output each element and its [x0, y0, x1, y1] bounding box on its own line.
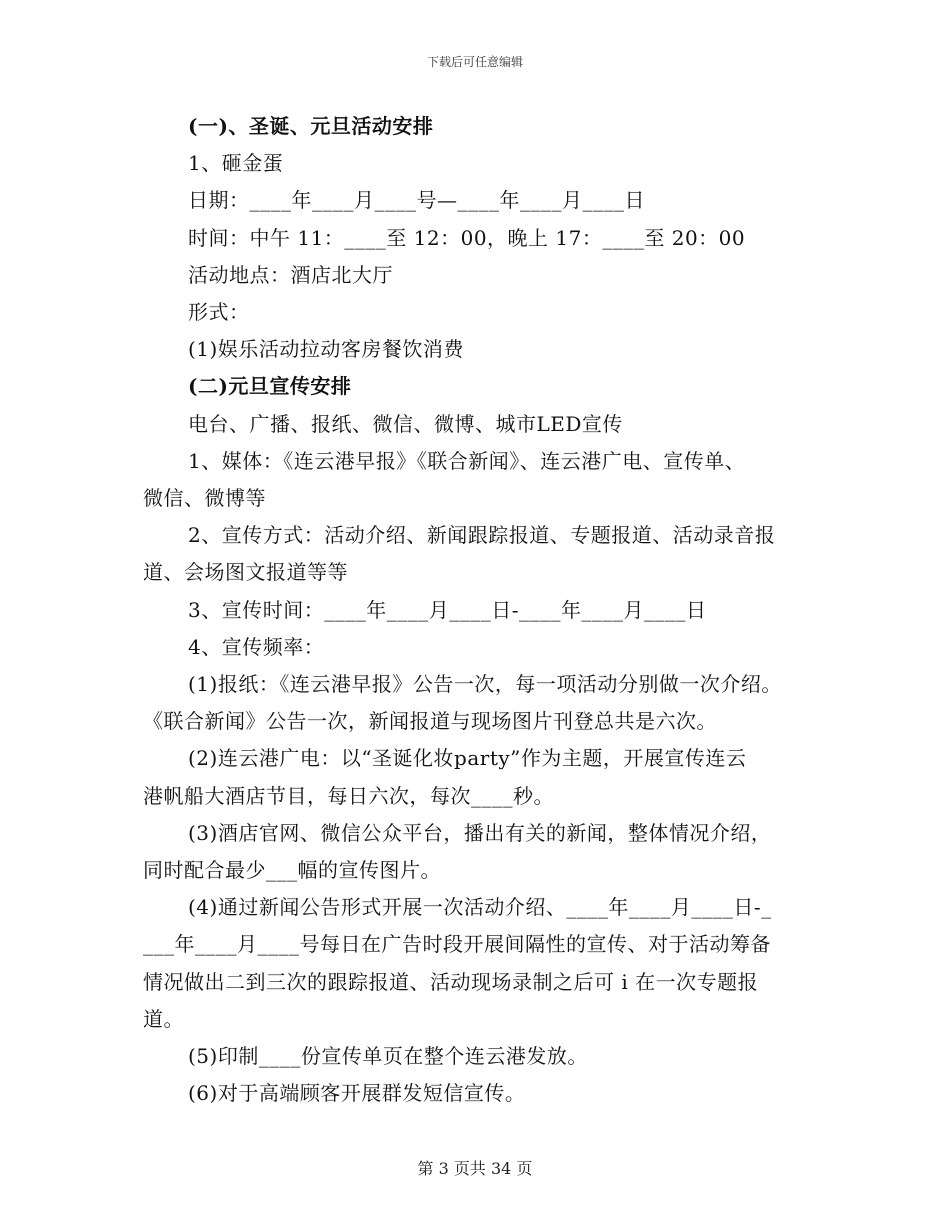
text-line: (二)元旦宣传安排 [188, 374, 352, 399]
text-line: ___年____月____号每日在广告时段开展间隔性的宣传、对于活动筹备 [143, 932, 771, 957]
text-line: 港帆船大酒店节目，每日六次，每次____秒。 [143, 783, 554, 808]
text-line: 同时配合最少___幅的宣传图片。 [143, 858, 441, 883]
text-line: (6)对于高端顾客开展群发短信宣传。 [188, 1081, 526, 1106]
text-line: (4)通过新闻公告形式开展一次活动介绍、____年____月____日-_ [188, 895, 772, 920]
text-line: 形式： [188, 300, 250, 325]
text-line: 道。 [143, 1006, 184, 1031]
text-line: 时间：中午 11：____至 12：00，晚上 17：____至 20：00 [188, 225, 746, 250]
text-line: 活动地点：酒店北大厅 [188, 262, 393, 287]
text-line: (1)报纸：《连云港早报》公告一次，每一项活动分别做一次介绍。 [188, 672, 782, 697]
text-line: 日期：____年____月____号—____年____月____日 [188, 188, 645, 213]
text-line: (1)娱乐活动拉动客房餐饮消费 [188, 337, 464, 362]
document-body [143, 108, 818, 1112]
text-line: 2、宣传方式：活动介绍、新闻跟踪报道、专题报道、活动录音报 [188, 523, 776, 548]
text-line: 4、宣传频率： [188, 634, 325, 659]
text-line: 电台、广播、报纸、微信、微博、城市LED宣传 [188, 411, 623, 436]
page-header: 下载后可任意编辑 [426, 55, 523, 69]
text-line: (2)连云港广电：以“圣诞化妆party”作为主题，开展宣传连云 [188, 746, 747, 771]
text-line: (3)酒店官网、微信公众平台，播出有关的新闻，整体情况介绍， [188, 820, 772, 845]
text-line: (5)印制____份宣传单页在整个连云港发放。 [188, 1044, 588, 1069]
text-line: 情况做出二到三次的跟踪报道、活动现场录制之后可 i 在一次专题报 [143, 969, 759, 994]
page-footer: 第 3 页共 34 页 [417, 1159, 533, 1178]
text-line: 微信、微博等 [143, 486, 266, 511]
text-line: 《联合新闻》公告一次，新闻报道与现场图片刊登总共是六次。 [143, 709, 717, 734]
text-line: 1、砸金蛋 [188, 151, 284, 176]
text-line: 道、会场图文报道等等 [143, 560, 348, 585]
text-line: 1、媒体：《连云港早报》《联合新闻》、连云港广电、宣传单、 [188, 448, 746, 473]
text-line: 3、宣传时间：____年____月____日-____年____月____日 [188, 597, 707, 622]
text-line: (一)、圣诞、元旦活动安排 [188, 114, 434, 138]
